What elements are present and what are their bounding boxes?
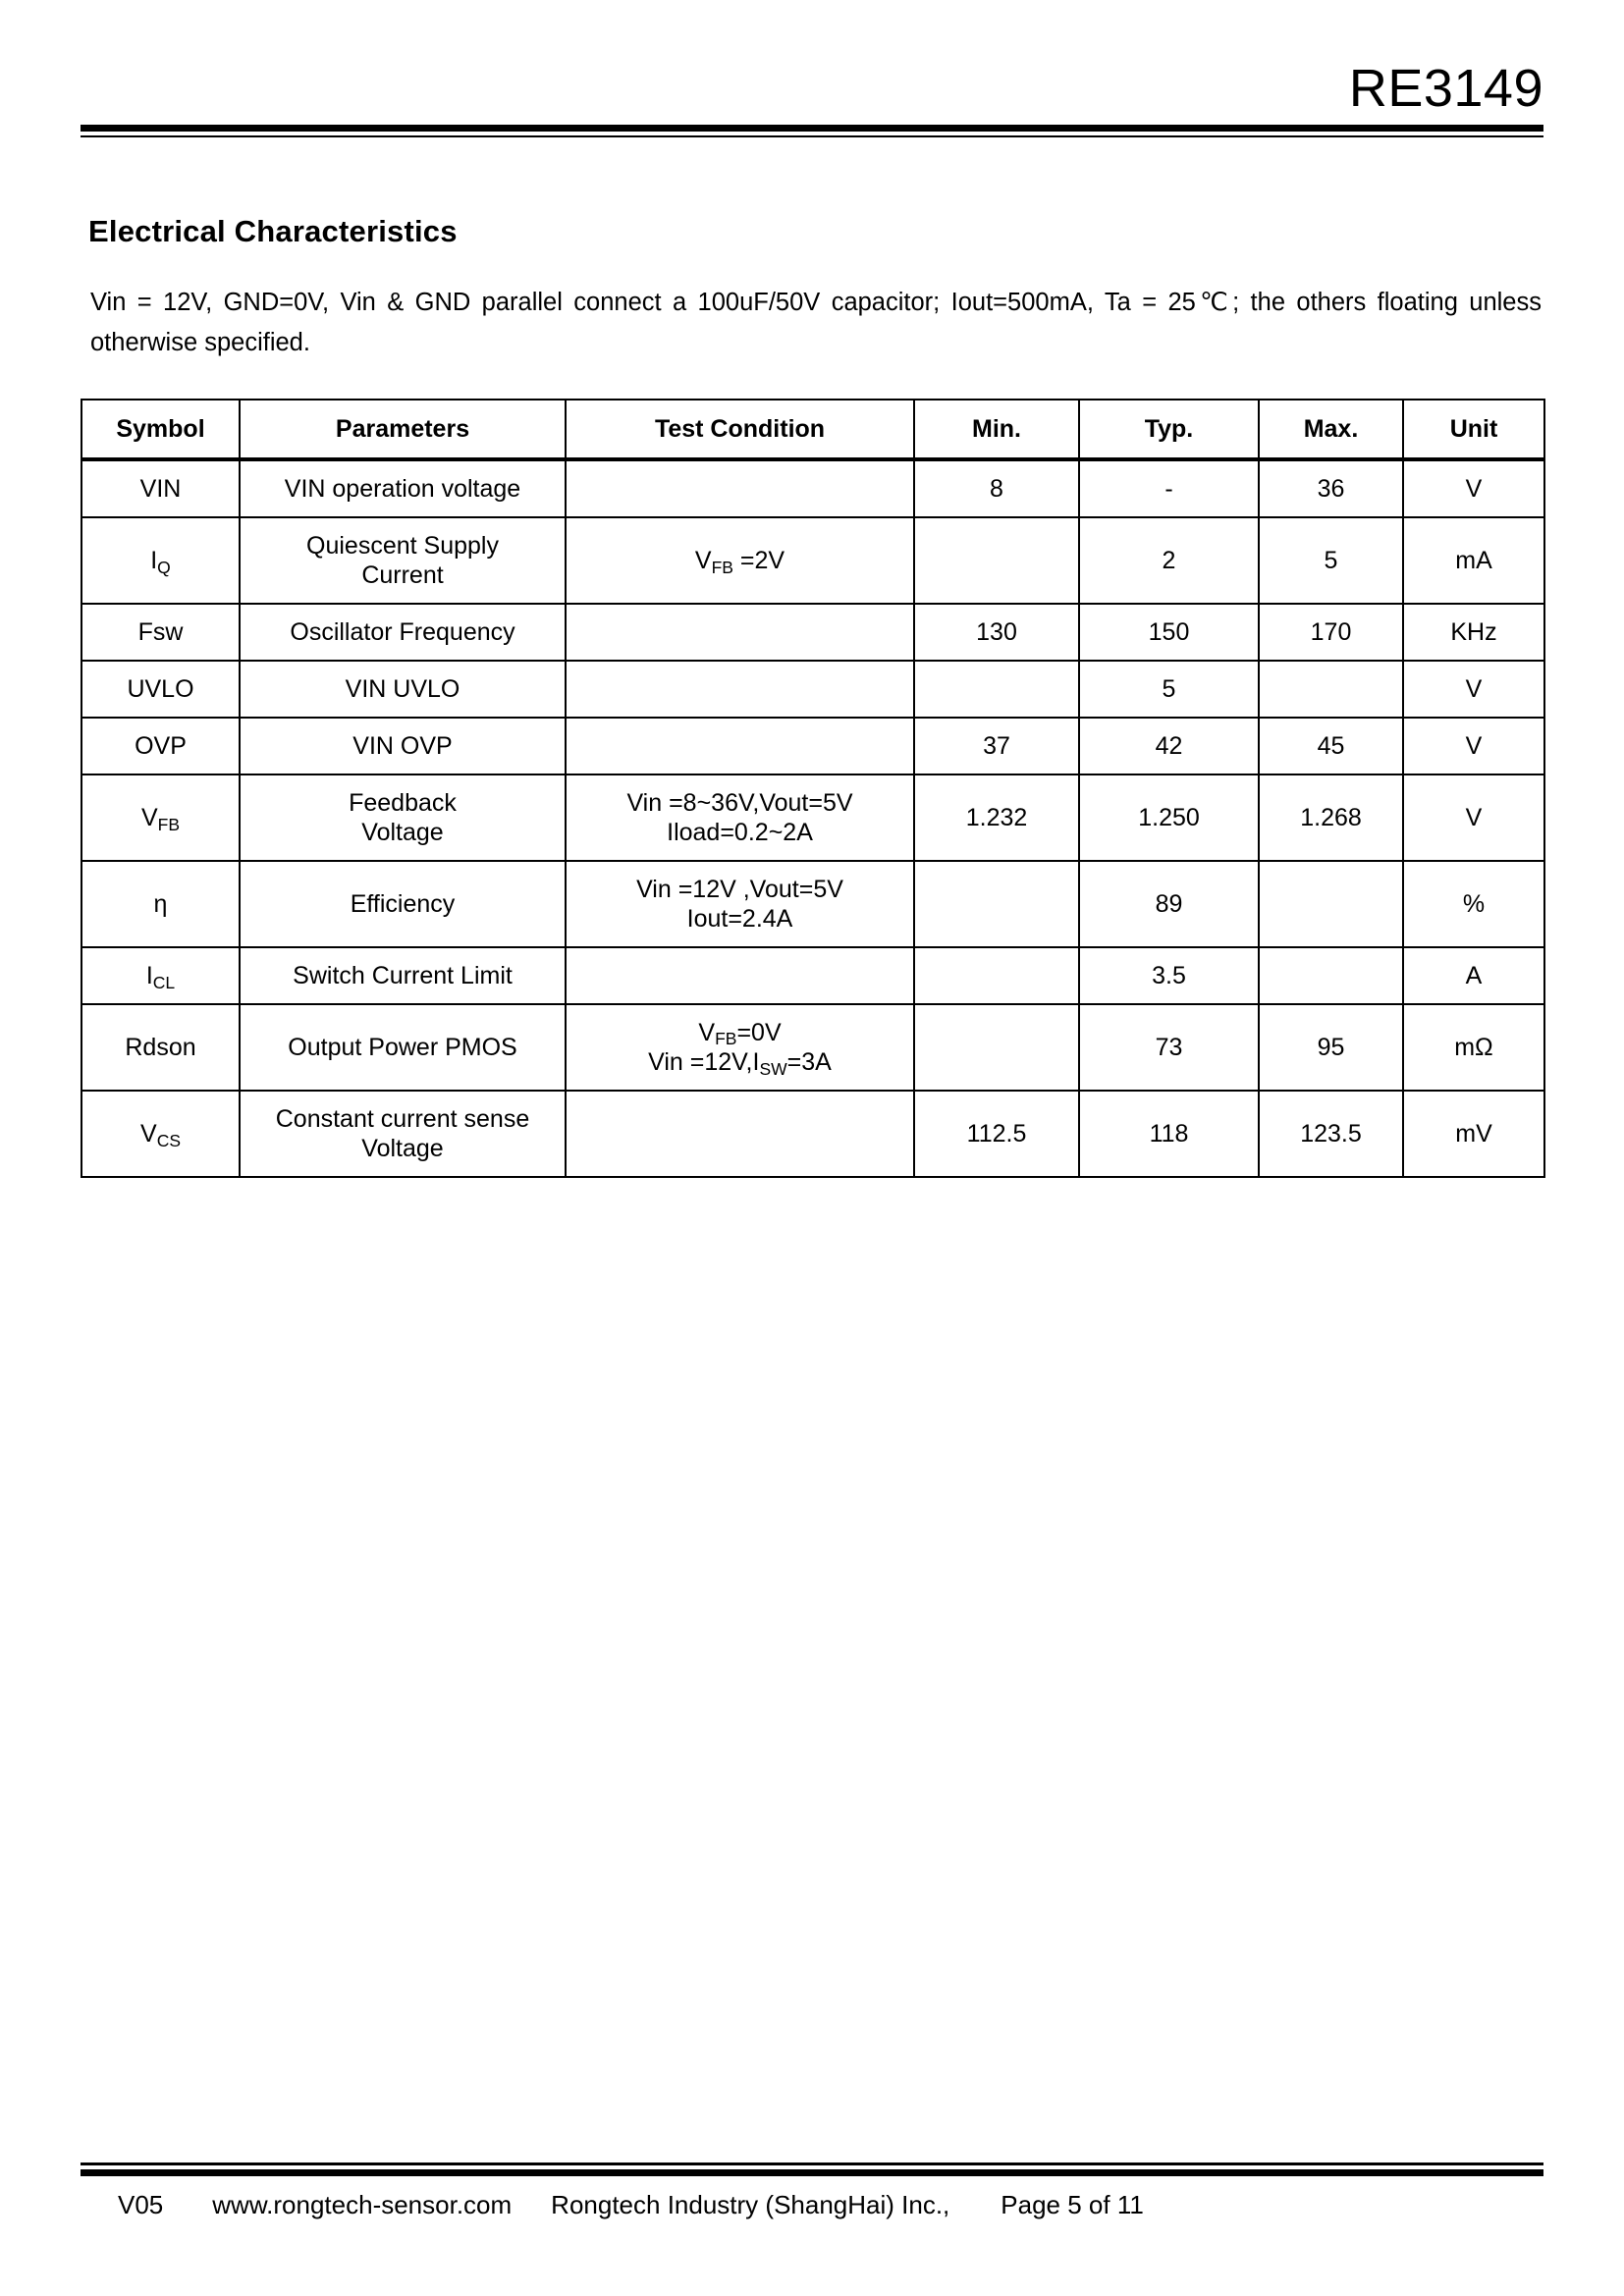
cell-symbol: $I_Q$ bbox=[81, 517, 240, 604]
parameter-line-1: Constant current sense bbox=[275, 1104, 530, 1133]
cell-min bbox=[914, 517, 1079, 604]
cell-max bbox=[1259, 947, 1403, 1004]
table-row bbox=[81, 1091, 1544, 1177]
subscript: FB bbox=[715, 1029, 737, 1049]
footer-rule bbox=[81, 2163, 1543, 2176]
condition-line-2: Iout=2.4A bbox=[686, 905, 793, 933]
page-title: Electrical Characteristics bbox=[88, 214, 458, 248]
cell-max: 36 bbox=[1259, 459, 1403, 517]
parameter-line-1: VIN UVLO bbox=[345, 674, 460, 703]
cell-parameter bbox=[240, 661, 566, 718]
cell-unit: V bbox=[1403, 718, 1544, 774]
cell-min: 1.232 bbox=[914, 774, 1079, 861]
column-header-symbol: Symbol bbox=[81, 400, 240, 459]
footer-content bbox=[81, 2190, 1543, 2220]
conditions-line-1: Vin = 12V, GND=0V, Vin & GND parallel connect a 100uF/50V capacitor; Iout=500mA, Ta = 25℃; the others bbox=[90, 289, 1367, 316]
cell-parameter bbox=[240, 861, 566, 947]
table-row bbox=[81, 604, 1544, 661]
column-header-max: Max. bbox=[1259, 400, 1403, 459]
cell-unit: % bbox=[1403, 861, 1544, 947]
cell-max bbox=[1259, 661, 1403, 718]
cell-symbol: VIN bbox=[81, 459, 240, 517]
footer-website-link[interactable]: www.rongtech-sensor.com bbox=[212, 2190, 513, 2219]
subscript: FB bbox=[711, 557, 733, 577]
cell-typ: 150 bbox=[1079, 604, 1259, 661]
cell-test-condition bbox=[566, 459, 914, 517]
cell-unit: V bbox=[1403, 774, 1544, 861]
cell-test-condition bbox=[566, 947, 914, 1004]
column-header-parameters: Parameters bbox=[240, 400, 566, 459]
table-row bbox=[81, 861, 1544, 947]
cell-symbol: UVLO bbox=[81, 661, 240, 718]
table-row bbox=[81, 459, 1544, 517]
electrical-characteristics-table bbox=[81, 399, 1543, 1178]
subscript: SW bbox=[759, 1058, 787, 1079]
cell-symbol: $V_{CS}$ bbox=[81, 1091, 240, 1177]
condition-line-1: Vin =8~36V,Vout=5V bbox=[626, 788, 853, 817]
cell-min bbox=[914, 861, 1079, 947]
parameter-line-1: VIN operation voltage bbox=[284, 474, 521, 503]
cell-typ: 5 bbox=[1079, 661, 1259, 718]
part-number: RE3149 bbox=[1348, 59, 1543, 118]
cell-symbol: $V_{FB}$ bbox=[81, 774, 240, 861]
parameter-line-1: Switch Current Limit bbox=[293, 961, 513, 989]
cell-symbol: $I_{CL}$ bbox=[81, 947, 240, 1004]
cell-min: 37 bbox=[914, 718, 1079, 774]
column-header-min: Min. bbox=[914, 400, 1079, 459]
cell-symbol: η bbox=[81, 861, 240, 947]
header-rule-thick bbox=[81, 125, 1543, 132]
cell-symbol: OVP bbox=[81, 718, 240, 774]
cell-max: 5 bbox=[1259, 517, 1403, 604]
parameter-line-1: Oscillator Frequency bbox=[290, 617, 515, 646]
table-row bbox=[81, 774, 1544, 861]
parameter-line-1: Efficiency bbox=[350, 889, 456, 918]
column-header-typ: Typ. bbox=[1079, 400, 1259, 459]
table-row bbox=[81, 661, 1544, 718]
condition-line-1: Vin =12V ,Vout=5V bbox=[636, 875, 843, 903]
cell-parameter bbox=[240, 947, 566, 1004]
cell-max: 123.5 bbox=[1259, 1091, 1403, 1177]
cell-parameter bbox=[240, 459, 566, 517]
parameter-line-1: Output Power PMOS bbox=[288, 1033, 517, 1061]
cell-typ: 73 bbox=[1079, 1004, 1259, 1091]
parameter-line-2: Current bbox=[361, 561, 444, 589]
cell-typ: 1.250 bbox=[1079, 774, 1259, 861]
footer-version: V05 bbox=[118, 2190, 164, 2219]
footer-rule-thick bbox=[81, 2169, 1543, 2176]
cell-max: 45 bbox=[1259, 718, 1403, 774]
cell-max: 95 bbox=[1259, 1004, 1403, 1091]
subscript: CS bbox=[156, 1130, 181, 1150]
parameter-line-1: Feedback bbox=[349, 788, 457, 817]
cell-parameter bbox=[240, 774, 566, 861]
cell-test-condition bbox=[566, 604, 914, 661]
cell-symbol: Fsw bbox=[81, 604, 240, 661]
cell-test-condition bbox=[566, 774, 914, 861]
header-rule-thin bbox=[81, 135, 1543, 137]
parameter-line-2: Voltage bbox=[361, 819, 444, 846]
subscript: CL bbox=[152, 972, 176, 992]
condition-line-2: Iload=0.2~2A bbox=[667, 819, 813, 846]
cell-unit: KHz bbox=[1403, 604, 1544, 661]
cell-parameter bbox=[240, 604, 566, 661]
column-header-test-condition: Test Condition bbox=[566, 400, 914, 459]
header-rule bbox=[81, 125, 1543, 137]
cell-max: 170 bbox=[1259, 604, 1403, 661]
cell-test-condition bbox=[566, 1091, 914, 1177]
table-row bbox=[81, 947, 1544, 1004]
cell-unit: V bbox=[1403, 459, 1544, 517]
page-footer bbox=[81, 2163, 1543, 2220]
parameter-line-1: Quiescent Supply bbox=[306, 531, 499, 560]
cell-max bbox=[1259, 861, 1403, 947]
cell-typ: 3.5 bbox=[1079, 947, 1259, 1004]
subscript: FB bbox=[157, 814, 181, 834]
cell-test-condition bbox=[566, 718, 914, 774]
condition-line-1: $V_{FB} =2V$ bbox=[694, 546, 785, 577]
cell-max: 1.268 bbox=[1259, 774, 1403, 861]
cell-min: 130 bbox=[914, 604, 1079, 661]
table-row bbox=[81, 517, 1544, 604]
footer-company: Rongtech Industry (ShangHai) Inc., bbox=[551, 2190, 950, 2219]
cell-min: 8 bbox=[914, 459, 1079, 517]
condition-line-2: Vin $=12V,I_{SW}=3A$ bbox=[648, 1048, 832, 1079]
cell-unit: mV bbox=[1403, 1091, 1544, 1177]
cell-typ: 42 bbox=[1079, 718, 1259, 774]
cell-symbol: Rdson bbox=[81, 1004, 240, 1091]
table-header-row bbox=[81, 400, 1544, 459]
cell-parameter bbox=[240, 1004, 566, 1091]
cell-parameter bbox=[240, 517, 566, 604]
cell-unit: mA bbox=[1403, 517, 1544, 604]
conditions-paragraph bbox=[90, 283, 1542, 364]
cell-parameter bbox=[240, 1091, 566, 1177]
page-header bbox=[81, 61, 1543, 137]
footer-page-number: Page 5 of 11 bbox=[1001, 2190, 1144, 2219]
cell-parameter bbox=[240, 718, 566, 774]
cell-min bbox=[914, 1004, 1079, 1091]
cell-test-condition bbox=[566, 661, 914, 718]
cell-test-condition bbox=[566, 1004, 914, 1091]
subscript: Q bbox=[157, 557, 171, 577]
table-row bbox=[81, 718, 1544, 774]
parameter-line-2: Voltage bbox=[361, 1135, 444, 1162]
cell-unit: V bbox=[1403, 661, 1544, 718]
cell-typ: 118 bbox=[1079, 1091, 1259, 1177]
cell-min bbox=[914, 661, 1079, 718]
cell-min: 112.5 bbox=[914, 1091, 1079, 1177]
cell-unit: mΩ bbox=[1403, 1004, 1544, 1091]
condition-line-1: $V_{FB}=0V$ bbox=[698, 1018, 782, 1049]
cell-test-condition bbox=[566, 517, 914, 604]
cell-test-condition bbox=[566, 861, 914, 947]
cell-min bbox=[914, 947, 1079, 1004]
cell-typ: 2 bbox=[1079, 517, 1259, 604]
column-header-unit: Unit bbox=[1403, 400, 1544, 459]
cell-typ: - bbox=[1079, 459, 1259, 517]
cell-typ: 89 bbox=[1079, 861, 1259, 947]
conditions-line-2: floating unless otherwise specified. bbox=[90, 289, 1542, 357]
table-row bbox=[81, 1004, 1544, 1091]
cell-unit: A bbox=[1403, 947, 1544, 1004]
parameter-line-1: VIN OVP bbox=[352, 731, 453, 760]
